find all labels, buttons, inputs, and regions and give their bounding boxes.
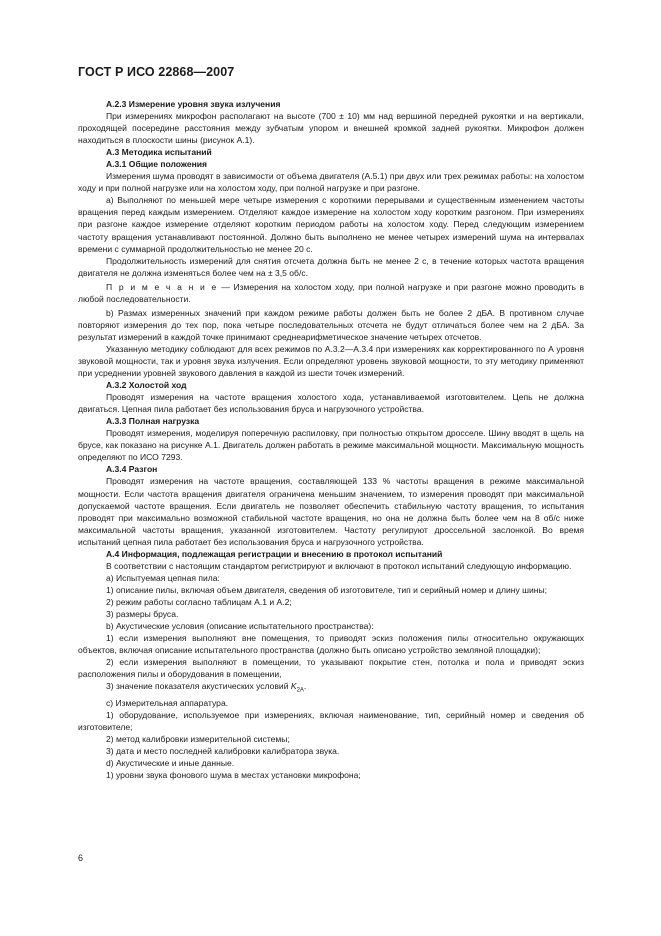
list-item-b3-text: 3) значение показателя акустических условий xyxy=(106,681,291,692)
list-item-a3: 3) размеры бруса. xyxy=(106,608,179,619)
section-a31-text: Измерения шума проводят в зависимости от объема двигателя (А.5.1) при двух или трех режимах работы: на холостом ходу и при полной нагрузке или на холостом ходу, при полной нагрузке и при разгоне. xyxy=(78,171,584,194)
section-a33-text: Проводят измерения, моделируя поперечную распиловку, при полностью открытом дросселе. Шину вводят в щель на брусе, как показано на рисунке А.1. Двигатель должен работать в режиме максимальной мощности. Максимальную мощность определяют по ИСО 7293. xyxy=(78,428,584,463)
list-item-a1: 1) описание пилы, включая объем двигателя, сведения об изготовителе, тип и серийный номер и длину шины; xyxy=(106,584,547,595)
list-item-b3-end: . xyxy=(303,681,307,692)
section-a4-title: А.4 Информация, подлежащая регистрации и внесению в протокол испытаний xyxy=(106,548,443,559)
list-item-b1: 1) если измерения выполняют вне помещения, то приводят эскиз положения пилы относительно окружающих объектов, включая описание испытательного пространства (должно быть описано устройство земляной площадки); xyxy=(78,633,584,656)
note-label: П р и м е ч а н и е xyxy=(106,281,218,292)
section-a31-item-b: b) Размах измеренных значений при каждом режиме работы должен быть не более 2 дБА. В противном случае повторяют измерения до тех пор, пока четыре последовательных отсчета не будут отличаться более чем на 2 дБА. За результат измерений в каждой точке принимают среднеарифметическое значение четырех отсчетов. xyxy=(78,307,584,342)
section-a4-text: В соответствии с настоящим стандартом регистрируют и включают в протокол испытаний следующую информацию. xyxy=(106,560,572,571)
section-a32-title: А.3.2 Холостой ход xyxy=(106,380,187,391)
section-a32-text: Проводят измерения на частоте вращения холостого хода, устанавливаемой изготовителем. Цепь не должна двигаться. Цепная пила работает без использования бруса и нагрузочного устройства. xyxy=(78,392,584,415)
list-item-c2: 2) метод калибровки измерительной системы; xyxy=(106,734,290,745)
standard-header: ГОСТ Р ИСО 22868—2007 xyxy=(78,65,235,79)
note xyxy=(78,281,584,305)
list-item-c: с) Измерительная аппаратура. xyxy=(106,698,229,708)
list-item-c1: 1) оборудование, используемое при измерениях, включая наименование, тип, серийный номер и сведения об изготовителе; xyxy=(78,710,584,733)
note-text: — Измерения на холостом ходу, при полной нагрузке и при разгоне можно проводить в любой последовательности. xyxy=(78,281,584,304)
section-a3-title: А.3 Методика испытаний xyxy=(106,147,212,158)
section-a23-text: При измерениях микрофон располагают на высоте (700 ± 10) мм над вершиной передней рукоятки и на вертикали, проходящей посередине расстояния между зубчатым упором и внешней кромкой задней рукоятки. Микрофон должен находиться в плоскости шины (рисунок А.1). xyxy=(78,111,584,146)
k2a-symbol: K xyxy=(290,681,297,692)
section-a33-title: А.3.3 Полная нагрузка xyxy=(106,416,200,427)
list-item-a2: 2) режим работы согласно таблицам А.1 и А.2; xyxy=(106,596,292,607)
list-item-b: b) Акустические условия (описание испытательного пространства): xyxy=(106,621,374,632)
section-a31-item-a: а) Выполняют по меньшей мере четыре измерения с короткими перерывами и существенным изменением частоты вращения перед каждым измерением. Отделяют каждое измерение на холостом ходу коротким разгоном. При измерениях при разгоне каждое измерение отделяют коротким периодом работы на холостом ходу. Перед следующим измерением частоту вращения устанавливают постоянной. Должно быть выполнено не менее четырех измерений шума на интервалах времени с суммарной продолжительностью не менее 20 с. xyxy=(78,195,584,254)
list-item-d: d) Акустические и иные данные. xyxy=(106,758,235,769)
section-a31-method: Указанную методику соблюдают для всех режимов по А.3.2—А.3.4 при измерениях как корректированного по А уровня звуковой мощности, так и уровня звука излучения. Если определяют уровень звуковой мощности, то эту методику применяют при усреднении уровней звукового давления в каждой из шести точек измерений. xyxy=(78,343,584,379)
section-a31-duration: Продолжительность измерений для снятия отсчета должна быть не менее 2 с, в течение которых частота вращения двигателя не должна изменяться более чем на ± 3,5 об/с. xyxy=(78,255,584,278)
list-item-b2: 2) если измерения выполняют в помещении, то указывают покрытие стен, потолка и пола и приводят эскиз расположения пилы и оборудования в помещении, xyxy=(78,657,584,680)
section-a34-title: А.3.4 Разгон xyxy=(106,464,158,475)
page-number: 6 xyxy=(78,853,84,863)
section-a34-text: Проводят измерения на частоте вращения, составляющей 133 % частоты вращения в режиме максимальной мощности. Если частота вращения двигателя ограничена меньшим значением, то измерения проводят при максимальной допускаемой частоте вращения. Если двигатель не позволяет обеспечить стабильную частоту вращения, то испытания проводят при максимально возможной стабильной частоте вращения, но она не должна быть более чем на 8 об/с ниже максимальной частоты вращения, указанной изготовителем. Частоту регулируют дроссельной заслонкой. Во время испытаний цепная пила работает без использования бруса и нагрузочного устройства. xyxy=(78,476,584,547)
list-item-d1: 1) уровни звука фонового шума в местах установки микрофона; xyxy=(106,770,361,781)
section-a31-title: А.3.1 Общие положения xyxy=(106,159,208,170)
list-item-a: а) Испытуемая цепная пила: xyxy=(106,572,220,583)
k2a-subscript: 2A xyxy=(296,687,304,694)
list-item-b3 xyxy=(78,680,584,697)
section-a23-title: А.2.3 Измерение уровня звука излучения xyxy=(106,99,281,109)
document-body xyxy=(78,98,584,781)
list-item-c3: 3) дата и место последней калибровки калибратора звука. xyxy=(106,746,340,757)
